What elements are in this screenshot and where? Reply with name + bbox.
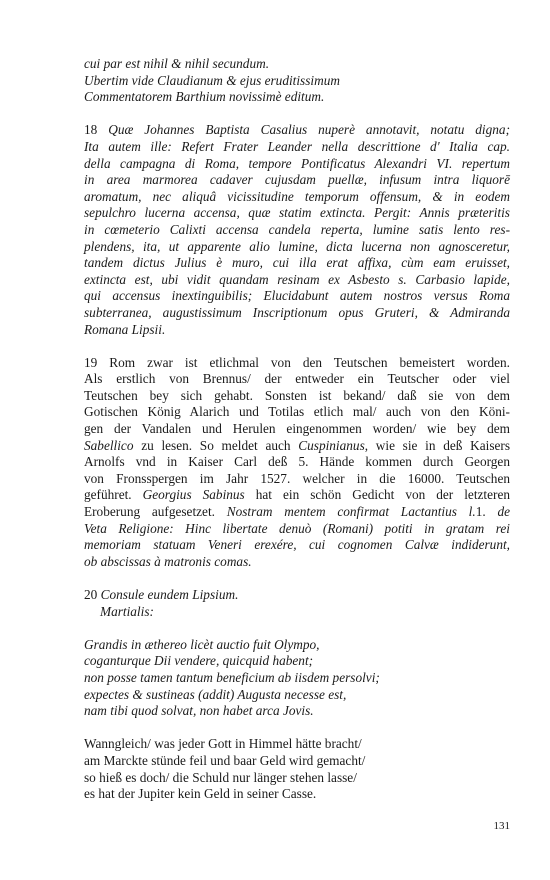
text-run: Eroberung aufgesetzet. bbox=[84, 504, 227, 520]
text-line: sepulchro lucerna accensa, quæ statim extincta. Pergit: Annis præteritis bbox=[84, 205, 510, 221]
text-line: Gotischen König Alarich und Totilas etlich mal/ auch von den Köni- bbox=[84, 404, 510, 420]
text-line bbox=[84, 587, 510, 604]
text-line: Als erstlich von Brennus/ der entweder ein Teutscher oder viel bbox=[84, 371, 510, 387]
text-line bbox=[84, 487, 510, 504]
text-line bbox=[84, 122, 510, 139]
text-line: extincta est, ubi vidit quandam resinam ex Asbesto s. Carbasio lapide, bbox=[84, 271, 510, 287]
text-line: tandem dictus Julius è muro, cui illa erat affixa, cùm eam eruisset, bbox=[84, 255, 510, 271]
text-run: hat ein schön Gedicht von der letzteren bbox=[244, 487, 510, 503]
text-line: ob abscissas à matronis comas. bbox=[84, 553, 252, 569]
text-line: della campagna di Roma, tempore Pontificatus Alexandri VI. repertum bbox=[84, 155, 510, 171]
text-line: Commentatorem Barthium novissimè editum. bbox=[84, 89, 325, 105]
page-number: 131 bbox=[493, 820, 510, 832]
page-body bbox=[84, 56, 510, 803]
paragraph-gap bbox=[84, 620, 510, 637]
verse-author: Martialis: bbox=[100, 603, 154, 619]
text-line: cui par est nihil & nihil secundum. bbox=[84, 56, 270, 71]
author-name: Sabellico bbox=[84, 437, 134, 453]
note-20 bbox=[84, 587, 510, 803]
paragraph-gap bbox=[84, 338, 510, 355]
verse-line: am Marckte stünde feil und baar Geld wird gemacht/ bbox=[84, 752, 366, 768]
intro-verse bbox=[84, 56, 510, 106]
paragraph-gap bbox=[84, 570, 510, 587]
text-line: in cœmeterio Calixti accensa candela reperta, lumine satis lento res- bbox=[84, 221, 510, 237]
latin-quote: Nostram mentem confirmat Lactantius l. bbox=[226, 504, 476, 520]
note-19 bbox=[84, 355, 510, 571]
text-line: in area marmorea cadaver cujusdam puellæ, infusum intra liquorē bbox=[84, 172, 510, 188]
german-verse bbox=[84, 736, 510, 802]
author-name: Cuspinianus bbox=[298, 437, 365, 453]
verse-line: es hat der Jupiter kein Geld in seiner Casse. bbox=[84, 786, 317, 802]
author-name: Georgius Sabinus bbox=[142, 487, 245, 503]
text-line: Teutschen bey sich gehabt. Sonsten ist bekand/ daß sie von dem bbox=[84, 387, 510, 403]
verse-line: non posse tamen tantum beneficium ab iisdem persolvi; bbox=[84, 669, 380, 685]
note-number: 20 bbox=[84, 587, 98, 602]
text-run: zu lesen. So meldet auch bbox=[133, 437, 299, 453]
note-text: Consule eundem Lipsium. bbox=[100, 587, 239, 602]
note-number: 19 bbox=[84, 354, 98, 370]
text-run: , wie sie in deß Kaisers bbox=[364, 437, 510, 453]
text-line: qui accensus inextinguibilis; Elucidabunt autem nostros versus Roma bbox=[84, 288, 510, 304]
verse-line: coganturque Dii vendere, quicquid habent; bbox=[84, 653, 314, 669]
latin-verse bbox=[84, 637, 510, 720]
text-run: 1. bbox=[475, 504, 498, 520]
text-line: Ita autem ille: Refert Frater Leander nella descrittione d' Italia cap. bbox=[84, 138, 510, 154]
latin-quote: de bbox=[497, 504, 510, 520]
verse-line: expectes & sustineas (addit) Augusta necesse est, bbox=[84, 686, 347, 702]
text-line: subterranea, augustissimum Inscriptionum opus Gruteri, & Admiranda bbox=[84, 304, 510, 320]
text-run: geführet. bbox=[84, 487, 143, 503]
verse-line: Wanngleich/ was jeder Gott in Himmel hätte bracht/ bbox=[84, 736, 362, 752]
text-line: Ubertim vide Claudianum & ejus eruditissimum bbox=[84, 72, 340, 88]
text-line: Veta Religione: Hinc libertate denuò (Romani) potiti in gratam rei bbox=[84, 520, 510, 536]
verse-line: Grandis in æthereo licèt auctio fuit Olympo, bbox=[84, 636, 320, 652]
text-line bbox=[84, 438, 510, 455]
verse-line: so hieß es doch/ die Schuld nur länger stehen lasse/ bbox=[84, 769, 357, 785]
text-line: von Fronsspergen im Jahr 1527. welcher in die 16000. Teutschen bbox=[84, 470, 510, 486]
text-line bbox=[84, 504, 510, 521]
note-18 bbox=[84, 122, 510, 338]
note-number: 18 bbox=[84, 122, 98, 138]
text-line: aromatum, nec aliquâ vicissitudine temporum offensum, & in eodem bbox=[84, 188, 510, 204]
text-line: Romana Lipsii. bbox=[84, 321, 166, 337]
verse-line: nam tibi quod solvat, non habet arca Jovis. bbox=[84, 703, 314, 719]
text-line: Arnolfs vnd in Kaiser Carl deß 5. Hände kommen durch Georgen bbox=[84, 454, 510, 470]
paragraph-gap bbox=[84, 720, 510, 737]
text-line bbox=[84, 355, 510, 372]
paragraph-gap bbox=[84, 106, 510, 123]
note-text: Rom zwar ist etlichmal von den Teutschen bemeistert worden. bbox=[109, 354, 511, 370]
text-line: plendens, ita, ut apparente alio lumine, dicta lucerna non agnosceretur, bbox=[84, 238, 510, 254]
text-line: memoriam statuam Veneri erexére, cui cognomen Calvæ indiderunt, bbox=[84, 537, 510, 553]
note-text: Quæ Johannes Baptista Casalius nuperè annotavit, notatu digna; bbox=[108, 122, 510, 138]
text-line: gen der Vandalen und Herulen eingenommen worden/ wie bey dem bbox=[84, 421, 510, 437]
